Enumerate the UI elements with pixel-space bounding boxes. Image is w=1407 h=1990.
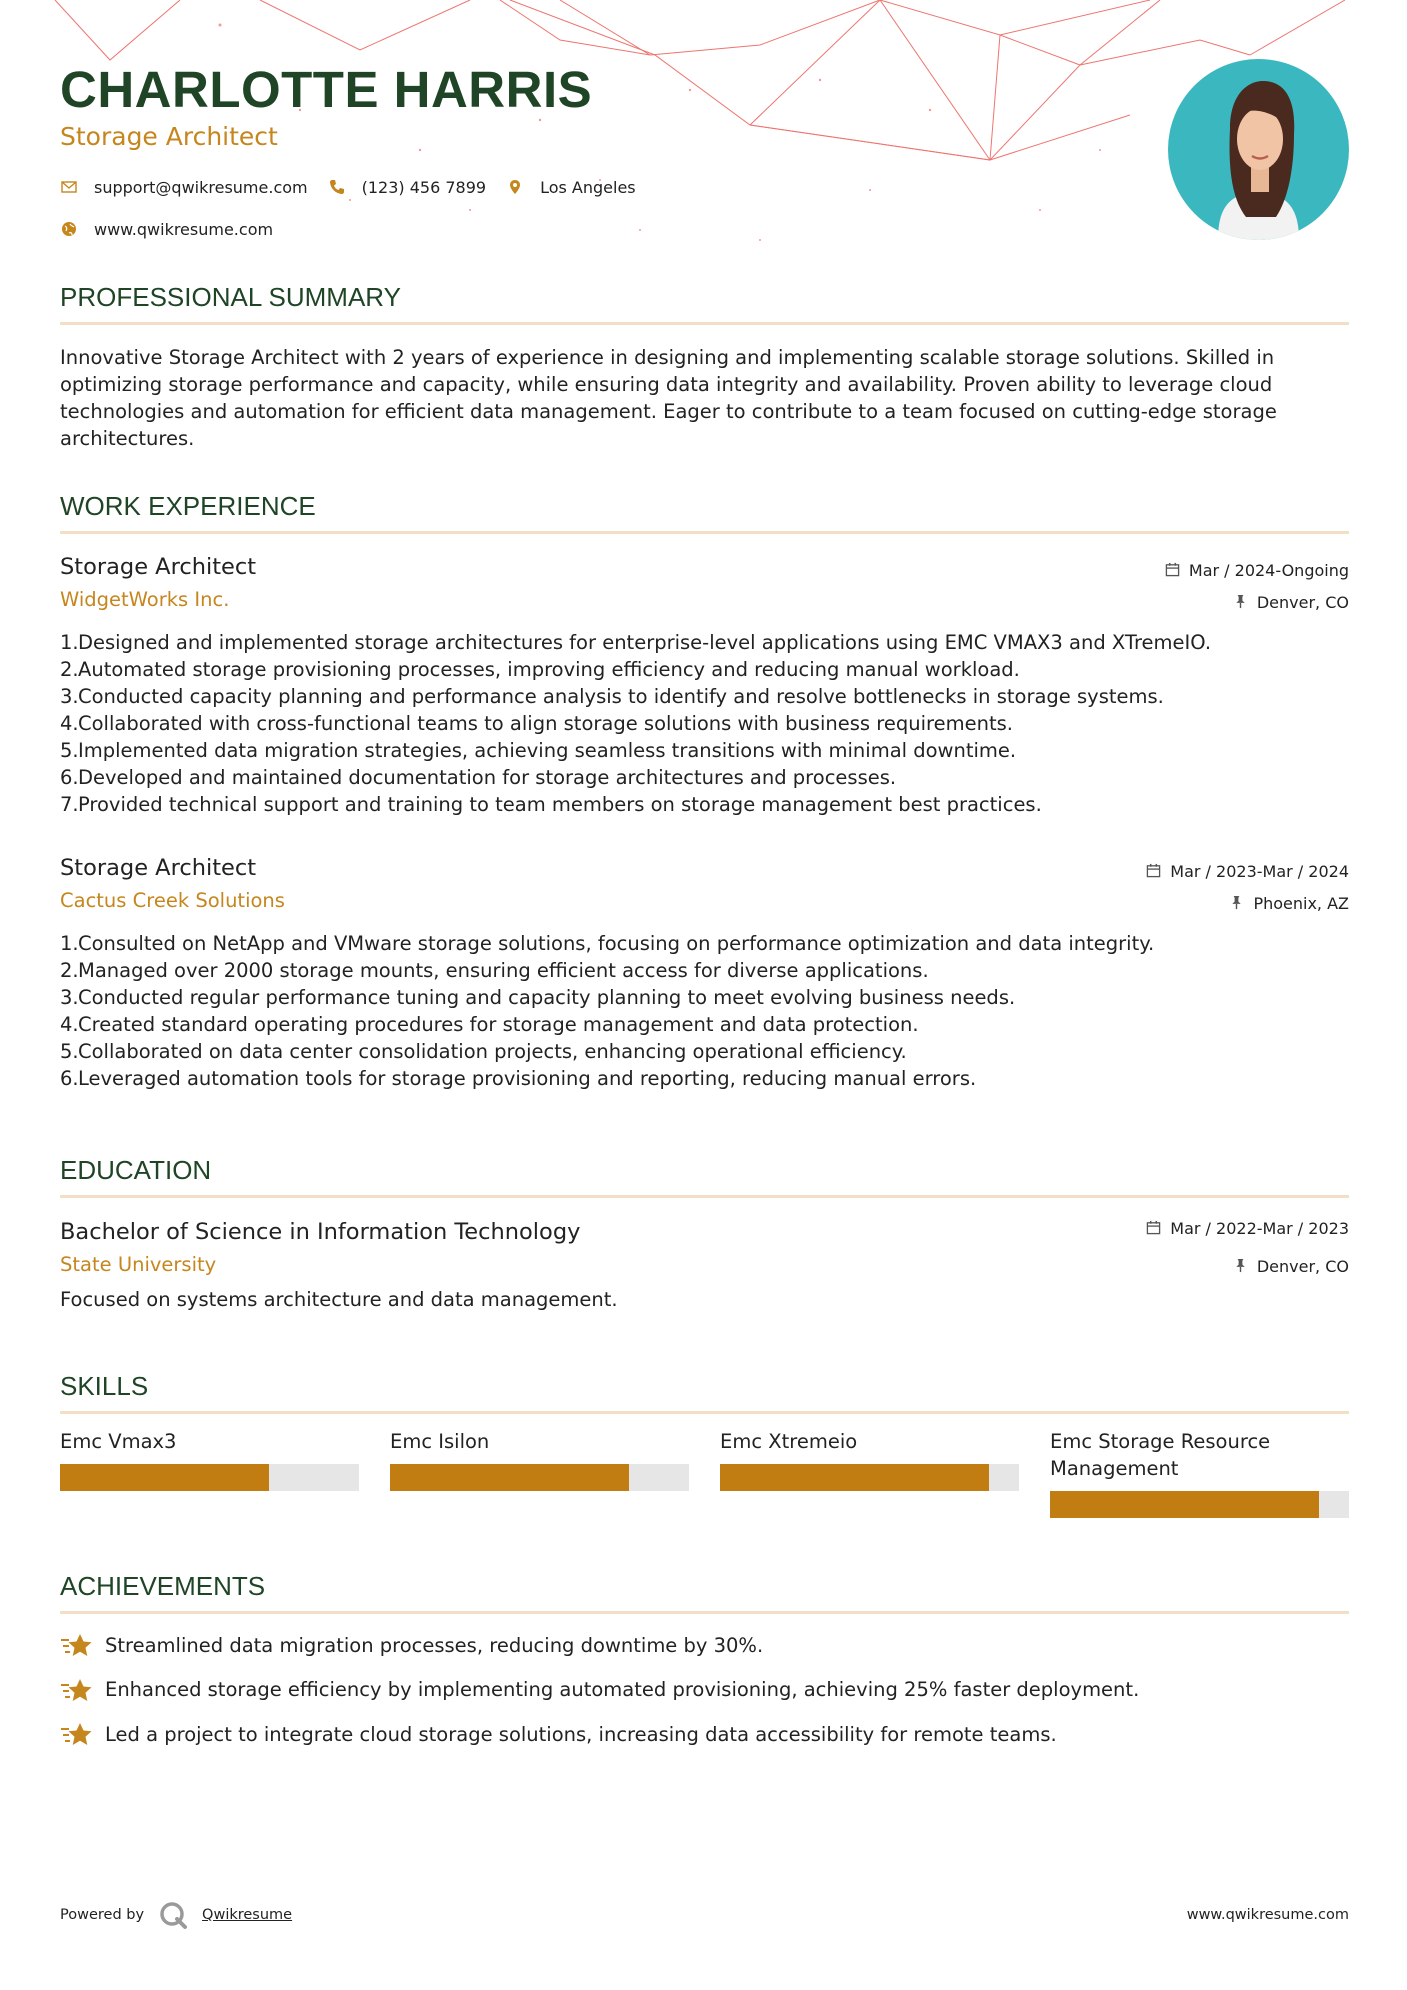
website-link[interactable]: www.qwikresume.com [94,219,274,239]
education-entry [60,1217,1349,1313]
job-dates: Mar / 2023-Mar / 2024 [1170,861,1349,881]
skill-level-fill [390,1464,629,1491]
list-item: Consulted on NetApp and VMware storage solutions, focusing on performance optimization and data integrity. [78,932,1155,955]
list-item: Developed and maintained documentation for storage architectures and processes. [78,766,897,789]
pushpin-icon [1229,895,1245,911]
star-icon [60,1631,93,1659]
skill-name: Emc Vmax3 [60,1430,177,1453]
list-item: Designed and implemented storage architectures for enterprise-level applications using EMC VMAX3 and XTremeIO. [78,631,1212,654]
powered-by-label: Powered by [60,1907,145,1923]
star-icon [60,1720,93,1748]
list-item: Managed over 2000 storage mounts, ensuring efficient access for diverse applications. [78,959,929,982]
resume-header [60,62,1120,259]
footer-url[interactable]: www.qwikresume.com [1186,1907,1349,1923]
skill-level-bar [60,1464,359,1491]
skill-level-bar [390,1464,689,1491]
degree-title: Bachelor of Science in Information Technology [60,1219,581,1245]
job-entry [60,552,1349,613]
job-location: Phoenix, AZ [1253,893,1349,913]
school-name: State University [60,1253,217,1276]
skill-item [720,1428,1019,1518]
envelope-icon [60,178,78,196]
map-pin-icon [506,178,524,196]
skill-name: Emc Isilon [390,1430,490,1453]
list-item: Collaborated on data center consolidation projects, enhancing operational efficiency. [78,1040,907,1063]
list-item: Automated storage provisioning processes, improving efficiency and reducing manual workload. [78,658,1020,681]
achievements-section [60,1570,1349,1614]
job-company: WidgetWorks Inc. [60,588,230,611]
education-description: Focused on systems architecture and data management. [60,1288,618,1311]
skills-section [60,1370,1349,1414]
calendar-icon [1165,562,1181,578]
job-company: Cactus Creek Solutions [60,889,285,912]
job-dates: Mar / 2024-Ongoing [1188,560,1349,580]
experience-section [60,490,1349,534]
summary-section [60,281,1349,452]
skill-level-bar [720,1464,1019,1491]
achievement-text: Enhanced storage efficiency by implementing automated provisioning, achieving 25% faster deployment. [105,1678,1140,1701]
summary-text: Innovative Storage Architect with 2 years of experience in designing and implementing scalable storage solutions. Skilled in optimizing storage performance and capacity, while ensuring data integrity and availability. Proven ability to leverage cloud technologies and automation for efficient data management. Eager to contribute to a team focused on cutting-edge storage architectures. [60,346,1277,450]
contact-info [60,175,1120,241]
brand-link[interactable]: Qwikresume [202,1907,293,1923]
job-bullets [60,629,1349,818]
list-item: Conducted regular performance tuning and capacity planning to meet evolving business needs. [78,986,1016,1009]
section-title: EDUCATION [60,1155,212,1185]
phone-icon [328,178,346,196]
candidate-name: CHARLOTTE HARRIS [60,61,593,118]
job-bullets [60,930,1349,1092]
list-item: Conducted capacity planning and performance analysis to identify and resolve bottlenecks in storage systems. [78,685,1164,708]
skill-item [60,1428,359,1518]
page-footer [60,1900,1349,1930]
list-item [60,1719,1349,1749]
calendar-icon [1146,863,1162,879]
pushpin-icon [1233,1258,1249,1274]
list-item: Leveraged automation tools for storage provisioning and reporting, reducing manual errors. [78,1067,977,1090]
star-icon [60,1676,93,1704]
list-item [60,1630,1349,1660]
list-item: Collaborated with cross-functional teams to align storage solutions with business requirements. [78,712,1013,735]
job-entry [60,853,1349,914]
skill-level-fill [60,1464,269,1491]
skill-item [390,1428,689,1518]
section-divider [60,531,1349,534]
section-divider [60,1411,1349,1414]
qwikresume-logo-icon [158,1900,188,1930]
job-title: Storage Architect [60,855,257,881]
phone-number[interactable]: (123) 456 7899 [361,177,487,197]
list-item [60,1675,1349,1705]
skill-item [1050,1428,1349,1518]
job-title: Storage Architect [60,554,257,580]
job-location: Denver, CO [1256,592,1349,612]
skill-level-fill [1050,1491,1319,1518]
list-item: Provided technical support and training to team members on storage management best practices. [78,793,1042,816]
email-link[interactable]: support@qwikresume.com [94,177,308,197]
skill-name: Emc Storage Resource Management [1050,1430,1271,1480]
section-divider [60,1195,1349,1198]
avatar [1168,59,1349,240]
skills-list [60,1428,1349,1518]
pushpin-icon [1233,594,1249,610]
skill-name: Emc Xtremeio [720,1430,858,1453]
section-divider [60,1611,1349,1614]
education-dates: Mar / 2022-Mar / 2023 [1170,1218,1349,1238]
section-title: PROFESSIONAL SUMMARY [60,282,401,312]
section-title: ACHIEVEMENTS [60,1571,266,1601]
candidate-role: Storage Architect [60,122,278,151]
achievements-list [60,1630,1349,1764]
achievement-text: Led a project to integrate cloud storage solutions, increasing data accessibility for remote teams. [105,1722,1057,1746]
education-location: Denver, CO [1256,1256,1349,1276]
skill-level-fill [720,1464,989,1491]
achievement-text: Streamlined data migration processes, reducing downtime by 30%. [105,1633,764,1657]
globe-icon [60,220,78,238]
list-item: Implemented data migration strategies, achieving seamless transitions with minimal downtime. [78,739,1017,762]
calendar-icon [1146,1220,1162,1236]
section-divider [60,322,1349,325]
section-title: SKILLS [60,1371,149,1401]
list-item: Created standard operating procedures for storage management and data protection. [78,1013,919,1036]
education-section [60,1154,1349,1198]
location-text: Los Angeles [540,177,636,197]
skill-level-bar [1050,1491,1349,1518]
section-title: WORK EXPERIENCE [60,491,316,521]
